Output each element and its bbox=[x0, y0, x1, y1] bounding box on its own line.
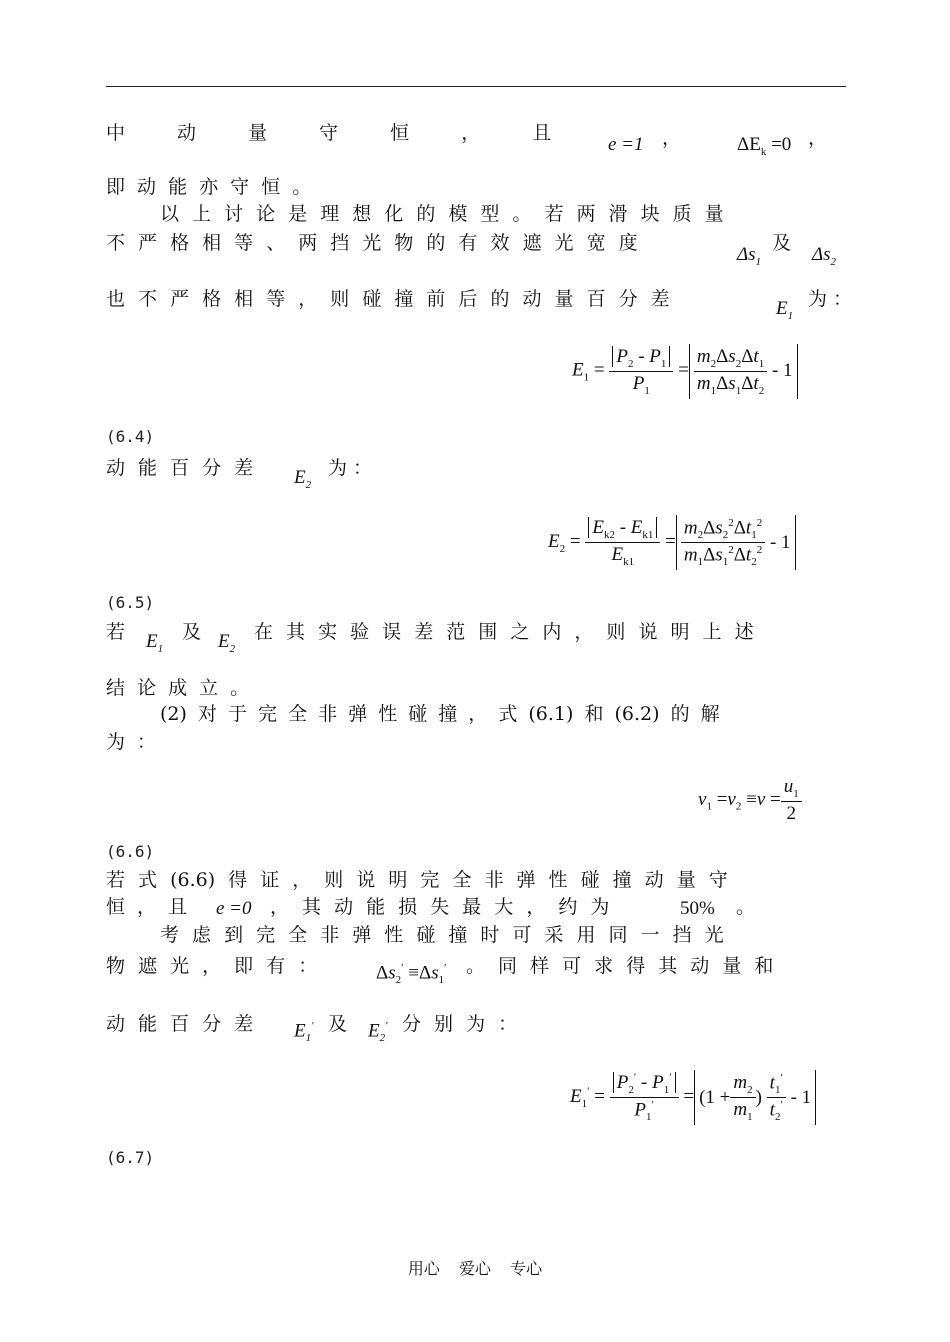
text-line-9: (2) 对 于 完 全 非 弹 性 碰 撞 ， 式 (6.1) 和 (6.2) 的 解 bbox=[160, 703, 720, 725]
header-rule bbox=[106, 86, 846, 87]
inline-math-E2: $E_2$ bbox=[294, 467, 312, 491]
text-line-13: 考 虑 到 完 全 非 弹 性 碰 撞 时 可 采 用 同 一 挡 光 bbox=[160, 924, 724, 946]
page-footer: 用心 爱心 专心 bbox=[407, 1259, 543, 1278]
inline-math-ds-equiv: $\Delta s_2' \equiv\Delta s_1'$ bbox=[376, 962, 447, 987]
word-and: 及 bbox=[182, 621, 202, 643]
comma: ， bbox=[662, 127, 682, 149]
text-line-7: 在 其 实 验 误 差 范 围 之 内 ， 则 说 明 上 述 bbox=[254, 621, 754, 643]
inline-math-ds2: $\Delta s_2$ bbox=[812, 244, 837, 268]
equation-6-7: $E_1'$ = $\frac{P_2' - P_1'}{P_1'}$ = (1 + $\frac{m_2}{m_1}$ ) $\frac{t_1'}{t_2'}$ - 1 bbox=[570, 1070, 816, 1125]
inline-math-E1: $E_1$ bbox=[146, 631, 164, 655]
text-line-15b: 分 别 为 ： bbox=[402, 1013, 518, 1035]
inline-math-E2-prime: $E_2'$ bbox=[368, 1020, 388, 1045]
text-line-15a: 动 能 百 分 差 bbox=[106, 1013, 254, 1035]
inline-math-e1: e =1 bbox=[608, 134, 644, 155]
text-line-14b: 。 同 样 可 求 得 其 动 量 和 bbox=[466, 955, 774, 977]
inline-math-e0: e =0 bbox=[216, 898, 252, 919]
percent-value: 50% bbox=[680, 898, 715, 919]
equation-number: (6.4) bbox=[106, 427, 155, 446]
inline-math-E1: $E_1$ bbox=[776, 298, 794, 322]
word-as: 为 ： bbox=[328, 457, 373, 479]
text-line-10: 为 ： bbox=[106, 731, 157, 753]
inline-math-dEk: $\Delta E_k =0$ bbox=[737, 134, 792, 158]
word-and: 及 bbox=[772, 232, 792, 254]
word-and: 及 bbox=[328, 1013, 348, 1035]
text-line-14a: 物 遮 光 ， 即 有 ： bbox=[106, 955, 318, 977]
equation-6-6: $v_1 =v_2 \equiv v$ = $\frac{u_1}{2}$ bbox=[698, 776, 802, 825]
text-line-6: 动 能 百 分 差 bbox=[106, 457, 254, 479]
equation-number: (6.7) bbox=[106, 1148, 155, 1167]
text-line-12b: ， 其 动 能 损 失 最 大 ， 约 为 bbox=[270, 896, 610, 918]
equation-6-4: $E_1$ = $\frac{P_2 - P_1}{P_1}$ = $\frac{m_2\Delta s_2\Delta t_1}{m_1\Delta s_1\Delta t_2}$ - 1 bbox=[572, 344, 798, 399]
text-line-4: 不 严 格 相 等 、 两 挡 光 物 的 有 效 遮 光 宽 度 bbox=[106, 232, 638, 254]
equation-number: (6.5) bbox=[106, 593, 155, 612]
comma: ， bbox=[808, 127, 828, 149]
text-line-8: 结 论 成 立 。 bbox=[106, 677, 250, 699]
text-line-12a: 恒 ， 且 bbox=[106, 896, 188, 918]
equation-6-5: $E_2$ = $\frac{E_{k2} - E_{k1}}{E_{k1}}$ = $\frac{m_2\Delta s_2^2\Delta t_1^2}{m_1\Delta s_1^2\Delta t_2^2}$ - 1 bbox=[548, 515, 796, 570]
text-line-1: 中 动 量 守 恒 ， 且 bbox=[106, 122, 552, 144]
text-line-11: 若 式 (6.6) 得 证 ， 则 说 明 完 全 非 弹 性 碰 撞 动 量 守 bbox=[106, 869, 728, 891]
text-line-2: 即 动 能 亦 守 恒 。 bbox=[106, 176, 312, 198]
text-line-3: 以 上 讨 论 是 理 想 化 的 模 型 。 若 两 滑 块 质 量 bbox=[160, 203, 724, 225]
text-line-5: 也 不 严 格 相 等 ， 则 碰 撞 前 后 的 动 量 百 分 差 bbox=[106, 288, 670, 310]
word-as: 为 ： bbox=[808, 288, 853, 310]
inline-math-ds1: $\Delta s_1$ bbox=[737, 244, 762, 268]
period: 。 bbox=[736, 896, 756, 918]
inline-math-E2: $E_2$ bbox=[218, 631, 236, 655]
inline-math-E1-prime: $E_1'$ bbox=[294, 1020, 314, 1045]
equation-number: (6.6) bbox=[106, 842, 155, 861]
word-if: 若 bbox=[106, 621, 126, 643]
